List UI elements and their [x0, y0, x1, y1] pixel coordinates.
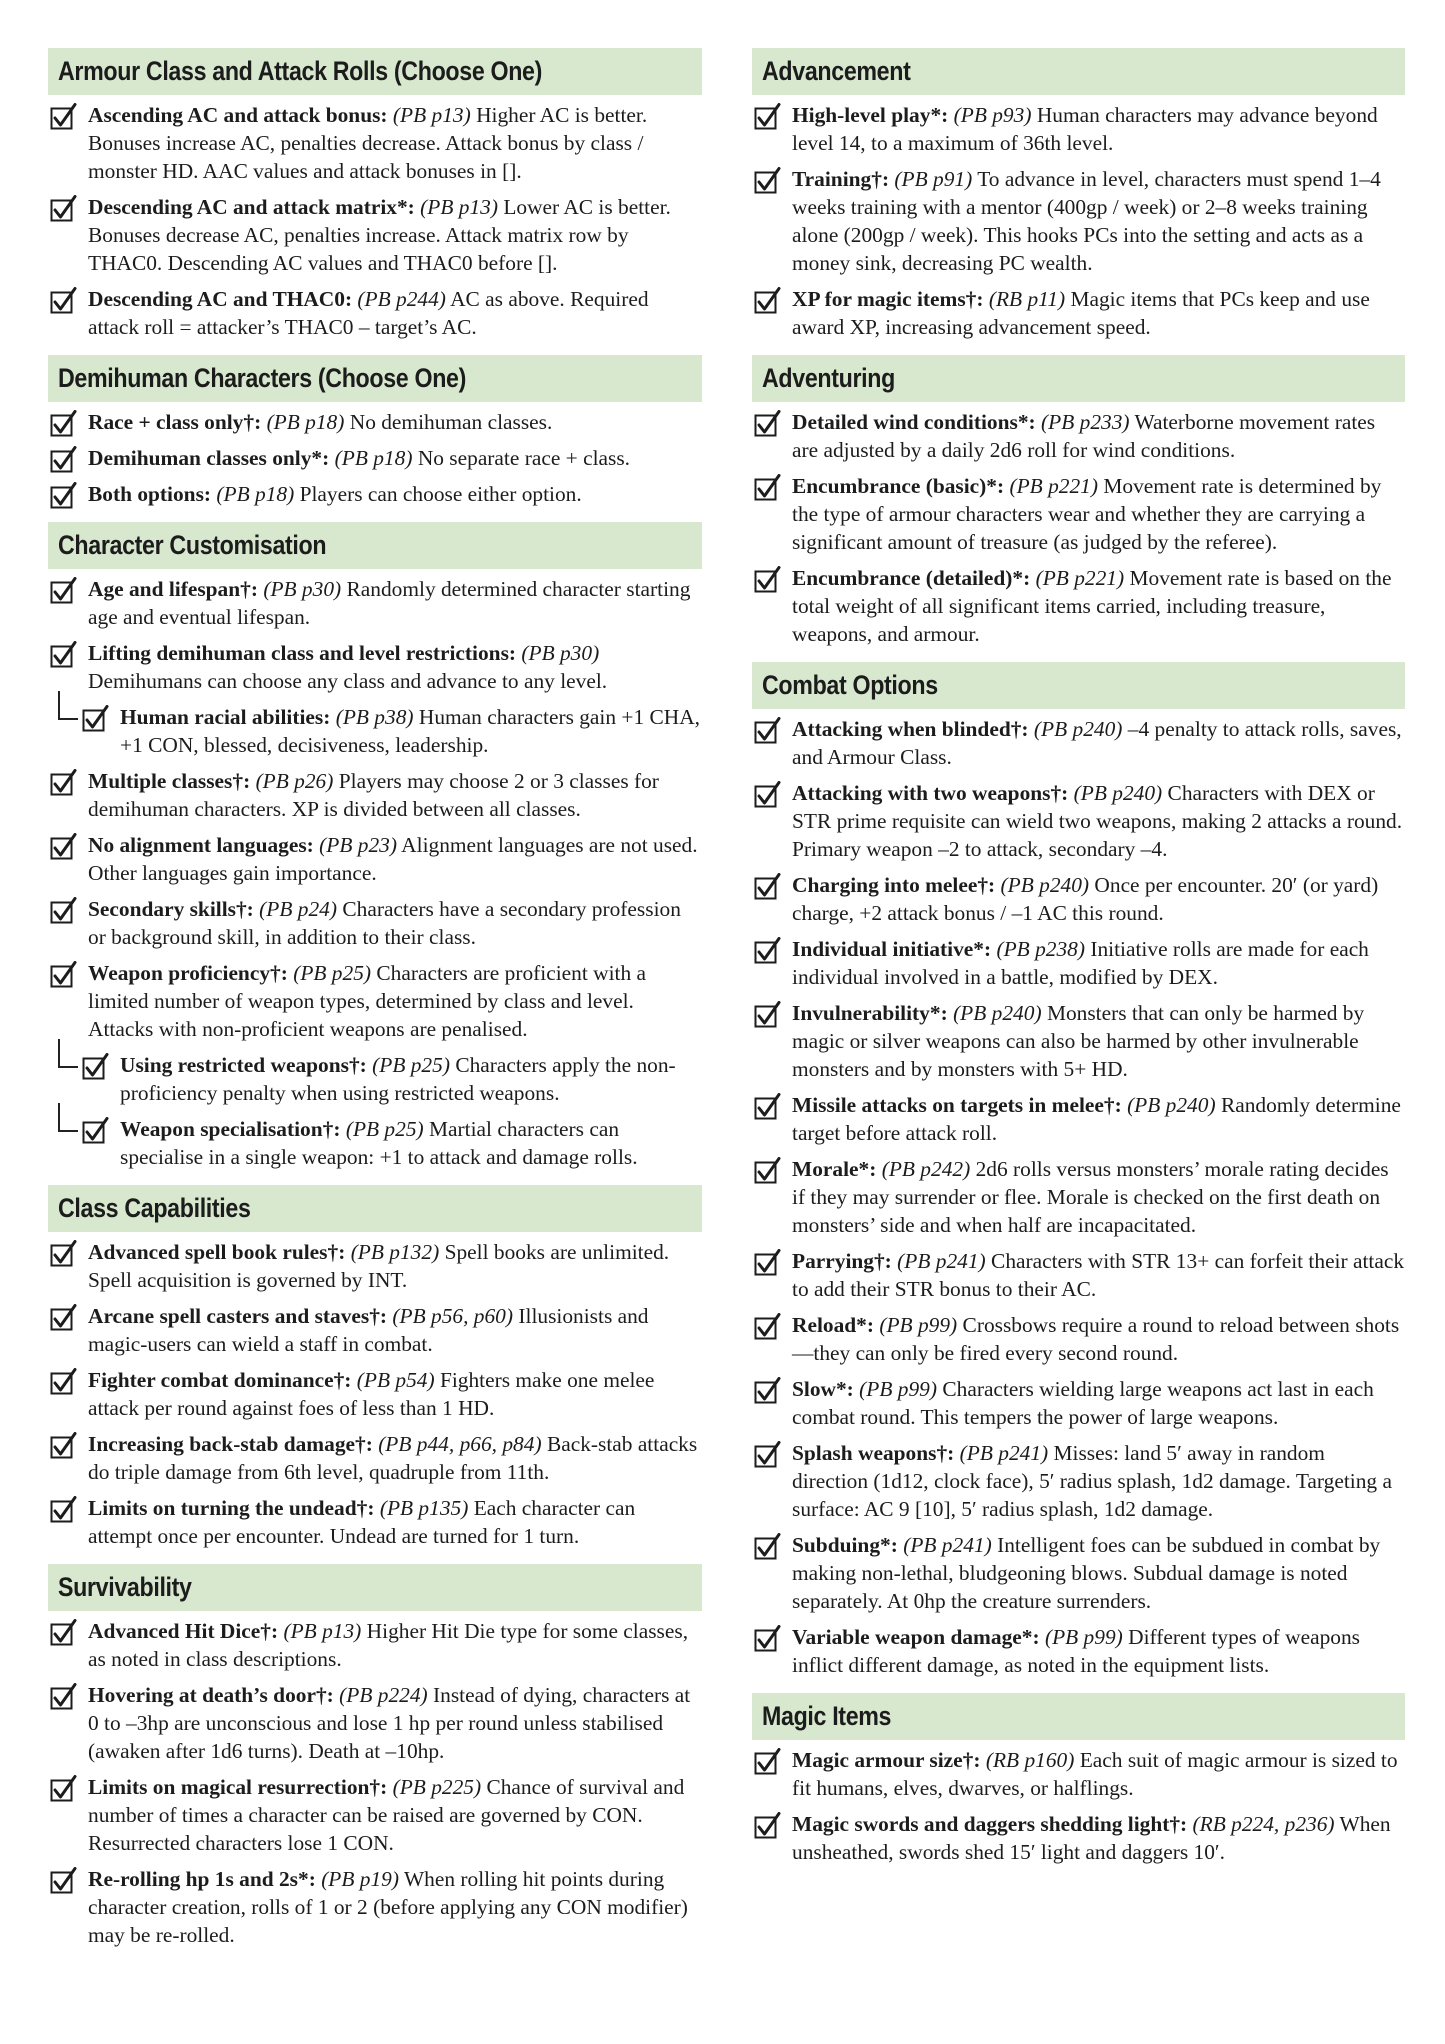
option-description: When unsheathed, swords shed 15′ light and daggers 10′. [792, 1812, 1391, 1864]
page-reference: (PB p25) [345, 1117, 424, 1141]
checkbox-checked-icon[interactable] [754, 1441, 781, 1469]
checkbox-checked-icon[interactable] [50, 833, 77, 861]
option-title: Race + class only†: [88, 410, 262, 434]
option-description: Demihumans can choose any class and advance to any level. [88, 669, 608, 693]
option-title: Subduing*: [792, 1533, 898, 1557]
checkbox-checked-icon[interactable] [754, 1001, 781, 1029]
checkbox-checked-icon[interactable] [50, 446, 77, 474]
option-title: Fighter combat dominance†: [88, 1368, 352, 1392]
option-title: Demihuman classes only*: [88, 446, 330, 470]
option-item [48, 831, 702, 887]
option-title: Attacking when blinded†: [792, 717, 1029, 741]
option-item [48, 1681, 702, 1765]
option-item [752, 1091, 1405, 1147]
option-item [752, 1531, 1405, 1615]
page-reference: (PB p56, p60) [392, 1304, 514, 1328]
option-title: Detailed wind conditions*: [792, 410, 1036, 434]
page-reference: (PB p221) [1035, 566, 1125, 590]
section-heading-text: Adventuring [762, 363, 895, 393]
section-heading [48, 1564, 702, 1611]
option-description: Crossbows require a round to reload between shots—they can only be fired every second round. [792, 1313, 1400, 1365]
option-title: Secondary skills†: [88, 897, 254, 921]
page-reference: (PB p13) [283, 1619, 362, 1643]
page-reference: (PB p25) [372, 1053, 450, 1077]
page-reference: (PB p99) [1044, 1625, 1123, 1649]
checkbox-checked-icon[interactable] [754, 717, 781, 745]
checkbox-checked-icon[interactable] [50, 1775, 77, 1803]
option-title: Encumbrance (detailed)*: [792, 566, 1031, 590]
page-reference: (PB p99) [879, 1313, 958, 1337]
option-item [752, 715, 1405, 771]
option-title: Re-rolling hp 1s and 2s*: [88, 1867, 316, 1891]
checkbox-checked-icon[interactable] [754, 474, 781, 502]
option-title: Hovering at death’s door†: [88, 1683, 334, 1707]
page-reference: (PB p241) [959, 1441, 1049, 1465]
option-item [752, 779, 1405, 863]
page-reference: (PB p24) [259, 897, 337, 921]
checkbox-checked-icon[interactable] [50, 410, 77, 438]
section-heading-text: Advancement [762, 56, 911, 86]
option-description: Chance of survival and number of times a character can be raised are governed by CON. Resurrected characters lose 1 CON. [88, 1775, 685, 1855]
section [752, 48, 1405, 341]
checkbox-checked-icon[interactable] [50, 769, 77, 797]
option-item [48, 1494, 702, 1550]
option-title: Weapon proficiency†: [88, 961, 288, 985]
checkbox-checked-icon[interactable] [754, 287, 781, 315]
page-reference: (PB p221) [1009, 474, 1098, 498]
page-reference: (PB p240) [1000, 873, 1090, 897]
option-item [48, 959, 702, 1043]
option-description: Different types of weapons inflict different damage, as noted in the equipment lists. [792, 1625, 1361, 1677]
option-item [752, 1155, 1405, 1239]
option-description: Each character can attempt once per encounter. Undead are turned for 1 turn. [88, 1496, 636, 1548]
checkbox-checked-icon[interactable] [754, 781, 781, 809]
page-reference: (PB p18) [334, 446, 413, 470]
checkbox-checked-icon[interactable] [754, 566, 781, 594]
checkbox-checked-icon[interactable] [50, 641, 77, 669]
checkbox-checked-icon[interactable] [50, 1867, 77, 1895]
checkbox-checked-icon[interactable] [50, 961, 77, 989]
checkbox-checked-icon[interactable] [50, 1304, 77, 1332]
option-description: Characters are proficient with a limited number of weapon types, determined by class and level. Attacks with non-proficient weapons are penalised. [88, 961, 647, 1041]
option-item [48, 480, 702, 508]
checkbox-checked-icon[interactable] [50, 103, 77, 131]
section-heading [48, 522, 702, 569]
option-item [752, 472, 1405, 556]
checkbox-checked-icon[interactable] [50, 195, 77, 223]
option-title: Splash weapons†: [792, 1441, 955, 1465]
option-description: Characters apply the non-proficiency penalty when using restricted weapons. [120, 1053, 676, 1105]
option-title: Both options: [88, 482, 212, 506]
option-item [752, 1375, 1405, 1431]
option-title: Descending AC and attack matrix*: [88, 195, 415, 219]
option-title: Human racial abilities: [120, 705, 331, 729]
option-title: Descending AC and THAC0: [88, 287, 353, 311]
page-reference: (PB p18) [216, 482, 295, 506]
option-item [48, 639, 702, 695]
option-title: Weapon specialisation†: [120, 1117, 341, 1141]
option-title: Lifting demihuman class and level restrictions: [88, 641, 517, 665]
option-title: Ascending AC and attack bonus: [88, 103, 388, 127]
section [752, 355, 1405, 648]
option-description: Players may choose 2 or 3 classes for demihuman characters. XP is divided between all classes. [88, 769, 659, 821]
page-reference: (PB p225) [392, 1775, 482, 1799]
checkbox-checked-icon[interactable] [50, 1240, 77, 1268]
option-description: Players can choose either option. [299, 482, 582, 506]
page-reference: (PB p91) [894, 167, 973, 191]
option-item [752, 1746, 1405, 1802]
checkbox-checked-icon[interactable] [50, 1368, 77, 1396]
option-sub-item [80, 703, 702, 759]
page-reference: (PB p132) [350, 1240, 440, 1264]
option-item [48, 1430, 702, 1486]
page-reference: (PB p25) [293, 961, 372, 985]
page-reference: (PB p135) [379, 1496, 469, 1520]
option-sub-item [80, 1115, 702, 1171]
option-item [752, 408, 1405, 464]
option-item [48, 1302, 702, 1358]
option-title: Encumbrance (basic)*: [792, 474, 1005, 498]
section-heading-text: Class Capabilities [58, 1193, 251, 1223]
option-title: Limits on magical resurrection†: [88, 1775, 388, 1799]
option-item [48, 575, 702, 631]
option-item [48, 285, 702, 341]
page-reference: (PB p241) [897, 1249, 986, 1273]
option-description: Misses: land 5′ away in random direction (1d12, clock face), 5′ radius splash, 1d2 damage. Targeting a surface: AC 9 [10], 5′ radius splash, 1d2 damage. [792, 1441, 1392, 1521]
section [48, 48, 702, 341]
section-heading-text: Demihuman Characters (Choose One) [58, 363, 467, 393]
page-reference: (RB p11) [988, 287, 1066, 311]
option-title: Missile attacks on targets in melee†: [792, 1093, 1122, 1117]
checkbox-checked-icon[interactable] [754, 167, 781, 195]
option-title: Parrying†: [792, 1249, 892, 1273]
option-description: Human characters gain +1 CHA, +1 CON, blessed, decisiveness, leadership. [120, 705, 701, 757]
option-item [48, 1366, 702, 1422]
page-reference: (PB p38) [335, 705, 414, 729]
option-description: Once per encounter. 20′ (or yard) charge, +2 attack bonus / –1 AC this round. [792, 873, 1379, 925]
option-description: Illusionists and magic-users can wield a staff in combat. [88, 1304, 649, 1356]
option-title: Increasing back-stab damage†: [88, 1432, 373, 1456]
option-item [48, 1238, 702, 1294]
page-reference: (PB p19) [321, 1867, 400, 1891]
left-column [48, 48, 702, 1963]
section [48, 1564, 702, 1949]
option-description: Fighters make one melee attack per round against foes of less than 1 HD. [88, 1368, 655, 1420]
option-title: Advanced spell book rules†: [88, 1240, 346, 1264]
option-title: Invulnerability*: [792, 1001, 948, 1025]
checkbox-checked-icon[interactable] [754, 873, 781, 901]
section-heading [752, 662, 1405, 709]
section-heading [48, 48, 702, 95]
checkbox-checked-icon[interactable] [50, 1496, 77, 1524]
option-description: Human characters may advance beyond level 14, to a maximum of 36th level. [792, 103, 1378, 155]
option-title: Age and lifespan†: [88, 577, 258, 601]
page-reference: (PB p240) [1127, 1093, 1216, 1117]
option-item [48, 193, 702, 277]
section-heading-text: Character Customisation [58, 530, 327, 560]
checkbox-checked-icon[interactable] [754, 1157, 781, 1185]
page-reference: (PB p26) [255, 769, 334, 793]
option-sub-item [80, 1051, 702, 1107]
option-item [48, 101, 702, 185]
option-description: Spell books are unlimited. Spell acquisition is governed by INT. [88, 1240, 670, 1292]
checkbox-checked-icon[interactable] [50, 1683, 77, 1711]
option-item [48, 408, 702, 436]
option-item [752, 1311, 1405, 1367]
page-reference: (PB p23) [319, 833, 397, 857]
option-item [752, 1247, 1405, 1303]
section [48, 355, 702, 508]
checkbox-checked-icon[interactable] [754, 103, 781, 131]
option-title: Magic armour size†: [792, 1748, 981, 1772]
checkbox-checked-icon[interactable] [754, 1812, 781, 1840]
option-description: Characters with STR 13+ can forfeit their attack to add their STR bonus to their AC. [792, 1249, 1405, 1301]
checkbox-checked-icon[interactable] [82, 1117, 109, 1145]
option-title: Variable weapon damage*: [792, 1625, 1040, 1649]
section [48, 1185, 702, 1550]
option-description: No demihuman classes. [349, 410, 553, 434]
checkbox-checked-icon[interactable] [50, 1619, 77, 1647]
section-heading [48, 1185, 702, 1232]
page-reference: (RB p224, p236) [1192, 1812, 1335, 1836]
option-description: Magic items that PCs keep and use award XP, increasing advancement speed. [792, 287, 1370, 339]
checkbox-checked-icon[interactable] [82, 705, 109, 733]
option-item [752, 1623, 1405, 1679]
option-description: Back-stab attacks do triple damage from 6th level, quadruple from 11th. [88, 1432, 698, 1484]
option-title: Attacking with two weapons†: [792, 781, 1069, 805]
option-description: Monsters that can only be harmed by magic or silver weapons can also be harmed by other invulnerable monsters and by monsters with 5+ HD. [792, 1001, 1365, 1081]
option-title: Multiple classes†: [88, 769, 251, 793]
option-title: Slow*: [792, 1377, 854, 1401]
option-description: To advance in level, characters must spend 1–4 weeks training with a mentor (400gp / week) or 2–8 weeks training alone (200gp / week). This hooks PCs into the setting and acts as a money sink, decreasing PC wealth. [792, 167, 1381, 275]
option-title: Arcane spell casters and staves†: [88, 1304, 388, 1328]
section-heading [752, 355, 1405, 402]
option-description: Martial characters can specialise in a single weapon: +1 to attack and damage rolls. [120, 1117, 638, 1169]
right-column [752, 48, 1405, 1880]
checkbox-checked-icon[interactable] [754, 1748, 781, 1776]
option-title: Limits on turning the undead†: [88, 1496, 375, 1520]
option-description: Each suit of magic armour is sized to fit humans, elves, dwarves, or halflings. [792, 1748, 1398, 1800]
option-item [752, 871, 1405, 927]
option-item [48, 1865, 702, 1949]
option-description: Intelligent foes can be subdued in combat by making non-lethal, bludgeoning blows. Subdual damage is noted separately. At 0hp the creature surrenders. [792, 1533, 1381, 1613]
option-item [48, 1773, 702, 1857]
option-description: Higher AC is better. Bonuses increase AC, penalties decrease. Attack bonus by class / monster HD. AAC values and attack bonuses in []. [88, 103, 648, 183]
page-reference: (PB p240) [1033, 717, 1123, 741]
option-title: Charging into melee†: [792, 873, 996, 897]
option-item [48, 767, 702, 823]
checkbox-checked-icon[interactable] [50, 1432, 77, 1460]
checkbox-checked-icon[interactable] [754, 1377, 781, 1405]
option-title: Individual initiative*: [792, 937, 992, 961]
section-heading [752, 1693, 1405, 1740]
option-description: Movement rate is based on the total weight of all significant items carried, including treasure, weapons, and armour. [792, 566, 1392, 646]
section-heading-text: Combat Options [762, 670, 938, 700]
section-heading [752, 48, 1405, 95]
page-reference: (PB p99) [859, 1377, 937, 1401]
option-item [48, 895, 702, 951]
section [752, 662, 1405, 1679]
option-title: Morale*: [792, 1157, 877, 1181]
checkbox-checked-icon[interactable] [50, 287, 77, 315]
checkbox-checked-icon[interactable] [754, 1249, 781, 1277]
option-title: Training†: [792, 167, 890, 191]
option-description: Initiative rolls are made for each individual involved in a battle, modified by DEX. [792, 937, 1369, 989]
checkbox-checked-icon[interactable] [754, 1625, 781, 1653]
page-reference: (PB p30) [521, 641, 600, 665]
page-reference: (PB p44, p66, p84) [378, 1432, 542, 1456]
page-reference: (PB p18) [266, 410, 345, 434]
option-item [752, 564, 1405, 648]
option-item [48, 1617, 702, 1673]
checkbox-checked-icon[interactable] [754, 1093, 781, 1121]
section [48, 522, 702, 1171]
option-description: AC as above. Required attack roll = attacker’s THAC0 – target’s AC. [88, 287, 649, 339]
page-reference: (RB p160) [985, 1748, 1075, 1772]
page-reference: (PB p240) [1073, 781, 1163, 805]
checkbox-checked-icon[interactable] [754, 410, 781, 438]
checkbox-checked-icon[interactable] [82, 1053, 109, 1081]
option-title: Advanced Hit Dice†: [88, 1619, 279, 1643]
option-description: Waterborne movement rates are adjusted by a daily 2d6 roll for wind conditions. [792, 410, 1376, 462]
checkbox-checked-icon[interactable] [754, 1313, 781, 1341]
option-description: 2d6 rolls versus monsters’ morale rating decides if they may surrender or flee. Morale is checked on the first death on monsters’ side and when half are incapacitated. [792, 1157, 1389, 1237]
option-item [752, 1810, 1405, 1866]
option-item [752, 999, 1405, 1083]
option-description: Lower AC is better. Bonuses decrease AC, penalties increase. Attack matrix row by THAC0. Descending AC values and THAC0 before []. [88, 195, 671, 275]
option-item [752, 935, 1405, 991]
option-item [48, 444, 702, 472]
page-reference: (PB p54) [356, 1368, 435, 1392]
page-reference: (PB p13) [392, 103, 471, 127]
option-item [752, 285, 1405, 341]
option-title: No alignment languages: [88, 833, 314, 857]
option-description: –4 penalty to attack rolls, saves, and Armour Class. [792, 717, 1402, 769]
option-description: No separate race + class. [417, 446, 631, 470]
page-reference: (PB p13) [420, 195, 498, 219]
section-heading-text: Magic Items [762, 1701, 892, 1731]
checkbox-checked-icon[interactable] [50, 897, 77, 925]
checkbox-checked-icon[interactable] [50, 482, 77, 510]
option-description: Higher Hit Die type for some classes, as noted in class descriptions. [88, 1619, 689, 1671]
page-reference: (PB p93) [953, 103, 1032, 127]
checkbox-checked-icon[interactable] [50, 577, 77, 605]
section [752, 1693, 1405, 1866]
option-description: Characters with DEX or STR prime requisite can wield two weapons, making 2 attacks a round. Primary weapon –2 to attack, secondary –4. [792, 781, 1403, 861]
checkbox-checked-icon[interactable] [754, 1533, 781, 1561]
option-description: Randomly determine target before attack roll. [792, 1093, 1401, 1145]
section-heading-text: Armour Class and Attack Rolls (Choose One) [58, 56, 543, 86]
option-description: Randomly determined character starting age and eventual lifespan. [88, 577, 691, 629]
option-title: Using restricted weapons†: [120, 1053, 367, 1077]
checkbox-checked-icon[interactable] [754, 937, 781, 965]
option-description: Movement rate is determined by the type of armour characters wear and whether they are carrying a significant amount of treasure (as judged by the referee). [792, 474, 1382, 554]
option-title: Magic swords and daggers shedding light†: [792, 1812, 1188, 1836]
page-reference: (PB p242) [881, 1157, 971, 1181]
page-reference: (PB p244) [357, 287, 446, 311]
option-description: When rolling hit points during character creation, rolls of 1 or 2 (before applying any CON modifier) may be re-rolled. [88, 1867, 688, 1947]
page-reference: (PB p233) [1041, 410, 1130, 434]
page-reference: (PB p238) [996, 937, 1085, 961]
option-title: Reload*: [792, 1313, 874, 1337]
option-item [752, 165, 1405, 277]
page-reference: (PB p30) [263, 577, 342, 601]
option-description: Alignment languages are not used. Other languages gain importance. [88, 833, 698, 885]
option-description: Characters have a secondary profession or background skill, in addition to their class. [88, 897, 681, 949]
option-title: XP for magic items†: [792, 287, 984, 311]
section-heading-text: Survivability [58, 1572, 192, 1602]
section-heading [48, 355, 702, 402]
option-title: High-level play*: [792, 103, 949, 127]
option-description: Instead of dying, characters at 0 to –3hp are unconscious and lose 1 hp per round unless stabilised (awaken after 1d6 turns). Death at –10hp. [88, 1683, 691, 1763]
option-description: Characters wielding large weapons act last in each combat round. This tempers the power of large weapons. [792, 1377, 1374, 1429]
page-reference: (PB p240) [953, 1001, 1042, 1025]
option-item [752, 101, 1405, 157]
page-reference: (PB p241) [903, 1533, 992, 1557]
page-reference: (PB p224) [339, 1683, 428, 1707]
option-item [752, 1439, 1405, 1523]
